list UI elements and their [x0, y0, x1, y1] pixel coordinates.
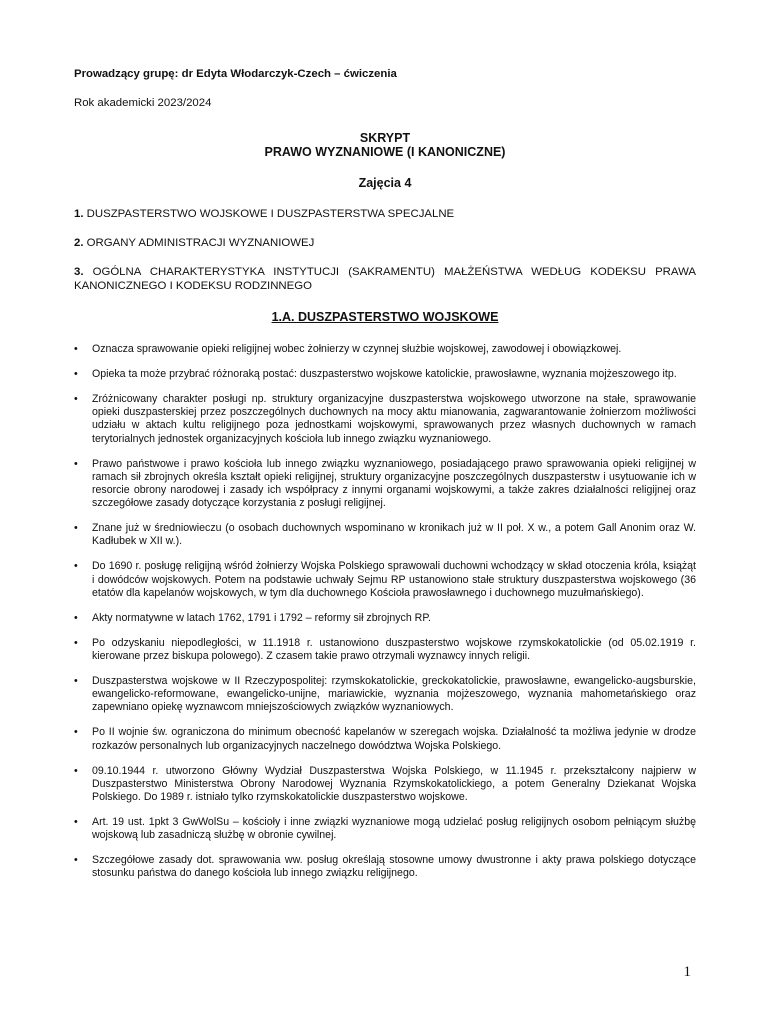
title-line-2: PRAWO WYZNANIOWE (I KANONICZNE) [264, 145, 506, 159]
list-item-text: Po odzyskaniu niepodległości, w 11.1918 r. ustanowiono duszpasterstwo wojskowe rzymskokatolickie (od 05.02.1919 r. kierowane przez biskupa polowego). Z czasem takie prawo otrzymali wyznawcy innych religii. [92, 636, 696, 663]
bullet-icon: • [74, 636, 78, 649]
list-item-text: Akty normatywne w latach 1762, 1791 i 1792 – reformy sił zbrojnych RP. [92, 611, 431, 624]
topic-number: 1. [74, 208, 84, 220]
document-content [74, 67, 696, 892]
bullet-icon: • [74, 726, 78, 739]
list-item-text: Art. 19 ust. 1pkt 3 GwWolSu – kościoły i inne związki wyznaniowe mogą udzielać posług religijnych osobom pełniącym służbę wojskową lub zasadniczą służbę w obronie cywilnej. [92, 816, 696, 842]
bullet-icon: • [74, 854, 78, 867]
bullet-icon: • [74, 522, 78, 535]
list-item-text: 09.10.1944 r. utworzono Główny Wydział Duszpasterstwa Wojska Polskiego, w 11.1945 r. przekształcony najpierw w Duszpasterstwo Ministerstwa Obrony Narodowej Wyznania Rzymskokatolickiego, a potem Generalny Dziekanat Wojska Polskiego. Do 1989 r. istniało tylko rzymskokatolickie duszpasterstwo wojskowe. [92, 764, 696, 804]
bullet-icon: • [74, 816, 78, 829]
bullet-icon: • [74, 343, 78, 355]
bullet-icon: • [74, 560, 78, 573]
page-number: 1 [683, 964, 691, 980]
section-title: 1.A. DUSZPASTERSTWO WOJSKOWE [271, 310, 499, 324]
bullet-icon: • [74, 393, 78, 405]
list-item-text: Szczegółowe zasady dot. sprawowania ww. posług określają stosowne umowy dwustronne i akty prawa polskiego dotyczące stosunku państwa do danego kościoła lub innego związku religijnego. [92, 854, 696, 880]
topic-2 [74, 236, 696, 250]
list-item-text: Po II wojnie św. ograniczona do minimum obecność kapelanów w szeregach wojska. Działalność ta możliwa jedynie w drodze rozkazów personalnych lub organizacyjnych naczelnego dowództwa Wojska Polskiego. [92, 726, 696, 752]
topic-number: 3. [74, 266, 84, 278]
list-item [74, 764, 696, 805]
list-item-text: Zróżnicowany charakter posługi np. struktury organizacyjne duszpasterstwa wojskowego utworzone na stałe, sprawowanie opieki duszpasterskiej przez poszczególnych duchownych na mocy aktu mianowania, zagwarantowanie żołnierzom możliwości udziału w aktach kultu religijnego poza jednostkami wojskowymi, sprawowanych przez własnych duchownych w ramach terytorialnych jednostek organizacyjnych kościoła lub innego związku wyznaniowego. [92, 393, 696, 445]
list-item [74, 343, 696, 356]
list-item [74, 368, 696, 381]
list-item [74, 726, 696, 752]
list-item [74, 393, 696, 446]
session-title: Zajęcia 4 [358, 176, 412, 190]
list-item-text: Znane już w średniowieczu (o osobach duchownych wspominano w kronikach już w II poł. X w., a potem Gall Anonim oraz W. Kadłubek w XII w.). [92, 522, 696, 548]
instructor-line: Prowadzący grupę: dr Edyta Włodarczyk-Czech – ćwiczenia [74, 68, 397, 80]
bullet-icon: • [74, 675, 78, 688]
list-item [74, 457, 696, 511]
bullet-icon: • [74, 764, 78, 777]
list-item [74, 816, 696, 842]
bullet-list [74, 343, 696, 881]
list-item [74, 636, 696, 663]
list-item [74, 522, 696, 548]
topic-text: OGÓLNA CHARAKTERYSTYKA INSTYTUCJI (SAKRAMENTU) MAŁŻEŃSTWA WEDŁUG KODEKSU PRAWA KANONICZNEGO I KODEKSU RODZINNEGO [74, 266, 696, 292]
list-item-text: Do 1690 r. posługę religijną wśród żołnierzy Wojska Polskiego sprawowali duchowni wchodzący w skład otoczenia króla, książąt i dowódców wojskowych. Potem na podstawie uchwały Sejmu RP ustanowiono stałe struktury duszpasterstwa wojskowego (36 etatów dla kapelanów wojskowych, w tym dla duchownego Kościoła prawosławnego i duchownego muzułmańskiego). [92, 560, 696, 599]
topic-3 [74, 265, 696, 293]
topic-1 [74, 207, 696, 221]
list-item [74, 675, 696, 715]
bullet-icon: • [74, 457, 78, 470]
list-item-text: Duszpasterstwa wojskowe w II Rzeczypospolitej: rzymskokatolickie, greckokatolickie, prawosławne, ewangelicko-augsburskie, ewangelicko-reformowane, ewangelicko-unijne, mariawickie, wyznania mojżeszowego, wyznania mahometańskiego oraz zapewniano opiekę wyznawcom mniejszościowych związków wyznaniowych. [92, 675, 696, 714]
topic-text: DUSZPASTERSTWO WOJSKOWE I DUSZPASTERSTWA SPECJALNE [83, 208, 455, 220]
list-item-text: Prawo państwowe i prawo kościoła lub innego związku wyznaniowego, posiadającego prawo sprawowania opieki religijnej w ramach sił zbrojnych określa kształt opieki religijnej, struktury organizacyjne poszczególnych duszpasterstw i usytuowanie ich w resorcie obrony narodowej i zasady ich współpracy z innymi organami wojskowymi, a także zakres działalności religijnej oraz szczegółowe zasady dotyczące korzystania z posługi religijnej. [92, 457, 696, 510]
document-title [74, 131, 696, 159]
list-item [74, 854, 696, 880]
topic-text: ORGANY ADMINISTRACJI WYZNANIOWEJ [83, 237, 315, 249]
topic-number: 2. [74, 237, 84, 249]
list-item-text: Oznacza sprawowanie opieki religijnej wobec żołnierzy w czynnej służbie wojskowej, zawodowej i obowiązkowej. [92, 343, 622, 355]
list-item-text: Opieka ta może przybrać różnoraką postać: duszpasterstwo wojskowe katolickie, prawosławne, wyznania mojżeszowego itp. [92, 368, 677, 380]
title-line-1: SKRYPT [359, 131, 411, 145]
bullet-icon: • [74, 611, 78, 624]
list-item [74, 560, 696, 600]
bullet-icon: • [74, 368, 78, 380]
list-item [74, 611, 696, 625]
academic-year: Rok akademicki 2023/2024 [74, 97, 212, 109]
